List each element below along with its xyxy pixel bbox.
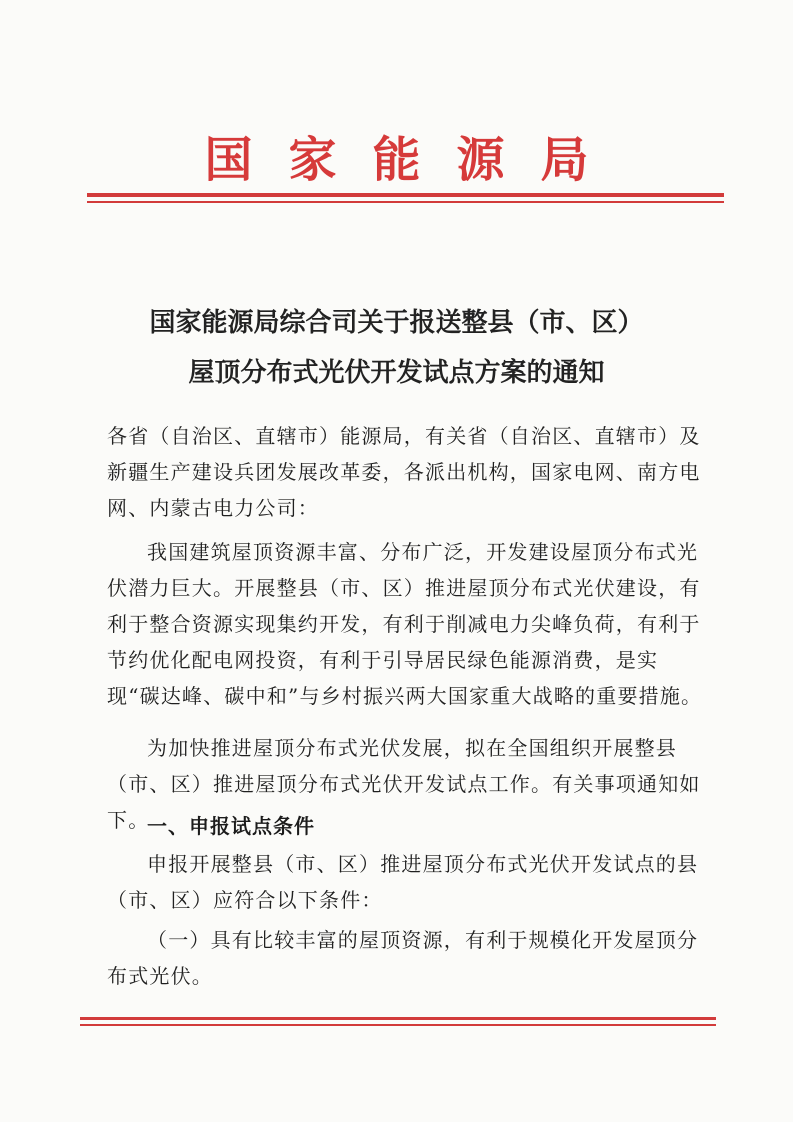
footer-rule-thick [80, 1017, 716, 1020]
section-heading-1: 一、申报试点条件 [147, 814, 315, 838]
addressee-paragraph: 各省（自治区、直辖市）能源局，有关省（自治区、直辖市）及新疆生产建设兵团发展改革委，各派出机构，国家电网、南方电网、内蒙古电力公司： [107, 424, 701, 520]
letterhead-title: 国家能源局 [204, 132, 625, 188]
letterhead-rule-thin [87, 201, 724, 203]
body-paragraph-1: 我国建筑屋顶资源丰富、分布广泛，开发建设屋顶分布式光伏潜力巨大。开展整县（市、区）推进屋顶分布式光伏建设，有利于整合资源实现集约开发，有利于削减电力尖峰负荷，有利于节约优化配电网投资，有利于引导居民绿色能源消费，是实现“碳达峰、碳中和”与乡村振兴两大国家重大战略的重要措施。 [107, 540, 703, 708]
letterhead-rule-thick [87, 193, 724, 197]
document-title-line1: 国家能源局综合司关于报送整县（市、区） [149, 308, 644, 338]
document-title-line2: 屋顶分布式光伏开发试点方案的通知 [188, 358, 605, 388]
body-paragraph-2: 为加快推进屋顶分布式光伏发展，拟在全国组织开展整县（市、区）推进屋顶分布式光伏开发试点工作。有关事项通知如下。 [107, 736, 701, 832]
body-paragraph-4: （一）具有比较丰富的屋顶资源，有利于规模化开发屋顶分布式光伏。 [107, 928, 699, 988]
footer-rule-thin [80, 1024, 716, 1026]
body-paragraph-3: 申报开展整县（市、区）推进屋顶分布式光伏开发试点的县（市、区）应符合以下条件： [107, 852, 699, 912]
